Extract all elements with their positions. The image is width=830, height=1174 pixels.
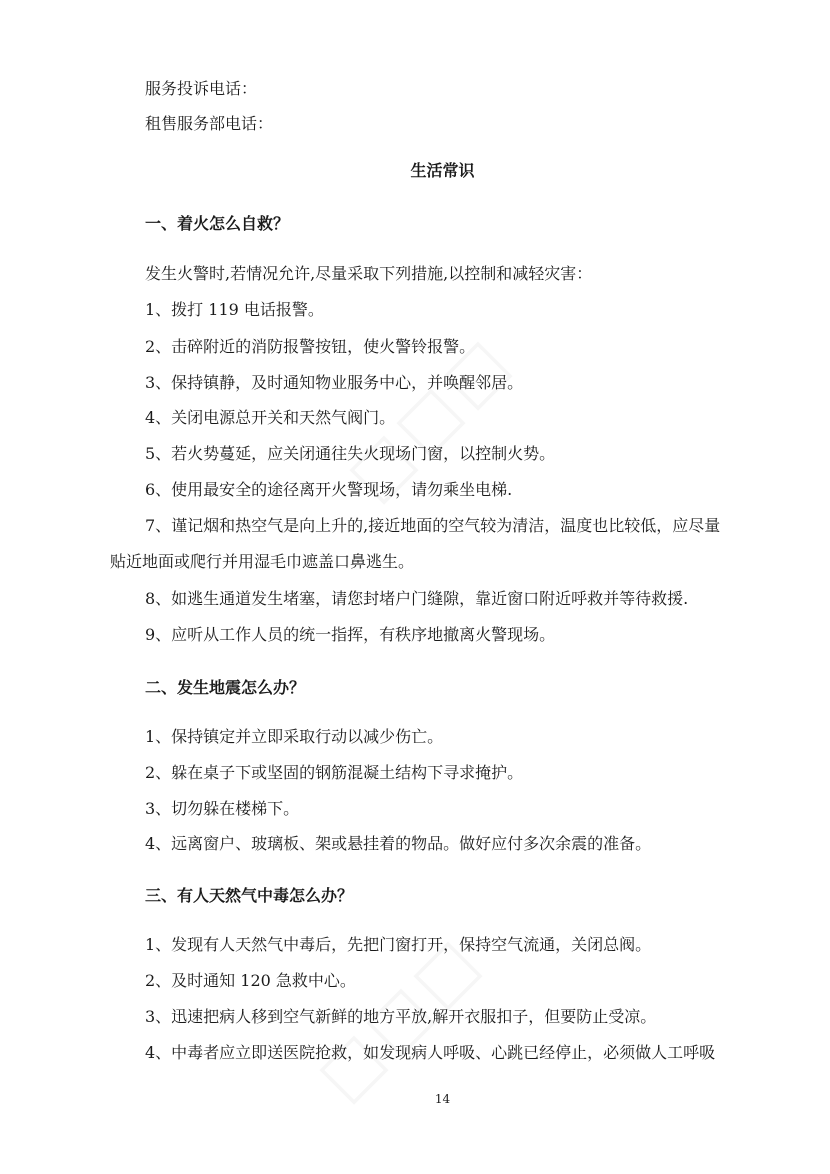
section-heading-fire: 一、着火怎么自救？ — [145, 214, 290, 233]
list-item: 4、中毒者应立即送医院抢救，如发现病人呼吸、心跳已经停止，必须做人工呼吸 — [145, 1043, 716, 1062]
complaint-phone-label: 服务投诉电话： — [145, 79, 258, 98]
list-item: 1、拨打 119 电话报警。 — [145, 300, 324, 319]
list-item: 8、如逃生通道发生堵塞，请您封堵户门缝隙，靠近窗口附近呼救并等待救援. — [145, 589, 689, 608]
section-heading-quake: 二、发生地震怎么办？ — [145, 678, 306, 697]
list-item: 4、远离窗户、玻璃板、架或悬挂着的物品。做好应付多次余震的准备。 — [145, 834, 652, 853]
fire-intro: 发生火警时,若情况允许,尽量采取下列措施,以控制和减轻灾害： — [145, 264, 593, 283]
list-item: 5、若火势蔓延，应关闭通往失火现场门窗，以控制火势。 — [145, 444, 556, 463]
list-item-continuation: 贴近地面或爬行并用湿毛巾遮盖口鼻逃生。 — [110, 552, 415, 571]
page-number: 14 — [434, 1092, 451, 1106]
page-title: 生活常识 — [410, 161, 475, 180]
list-item: 9、应听从工作人员的统一指挥，有秩序地撤离火警现场。 — [145, 625, 556, 644]
rental-phone-label: 租售服务部电话： — [145, 114, 274, 133]
list-item: 1、保持镇定并立即采取行动以减少伤亡。 — [145, 727, 444, 746]
list-item: 3、迅速把病人移到空气新鲜的地方平放,解开衣服扣子，但要防止受凉。 — [145, 1007, 657, 1026]
list-item: 3、保持镇静，及时通知物业服务中心，并唤醒邻居。 — [145, 373, 524, 392]
list-item: 4、关闭电源总开关和天然气阀门。 — [145, 408, 396, 427]
list-item: 6、使用最安全的途径离开火警现场，请勿乘坐电梯. — [145, 480, 513, 499]
list-item: 1、发现有人天然气中毒后，先把门窗打开，保持空气流通，关闭总阀。 — [145, 935, 652, 954]
list-item: 2、击碎附近的消防报警按钮，使火警铃报警。 — [145, 337, 476, 356]
list-item: 7、谨记烟和热空气是向上升的,接近地面的空气较为清洁，温度也比较低，应尽量 — [145, 516, 721, 535]
list-item: 3、切勿躲在楼梯下。 — [145, 799, 300, 818]
list-item: 2、及时通知 120 急救中心。 — [145, 971, 356, 990]
section-heading-gas: 三、有人天然气中毒怎么办？ — [145, 886, 354, 905]
list-item: 2、躲在桌子下或坚固的钢筋混凝土结构下寻求掩护。 — [145, 763, 524, 782]
